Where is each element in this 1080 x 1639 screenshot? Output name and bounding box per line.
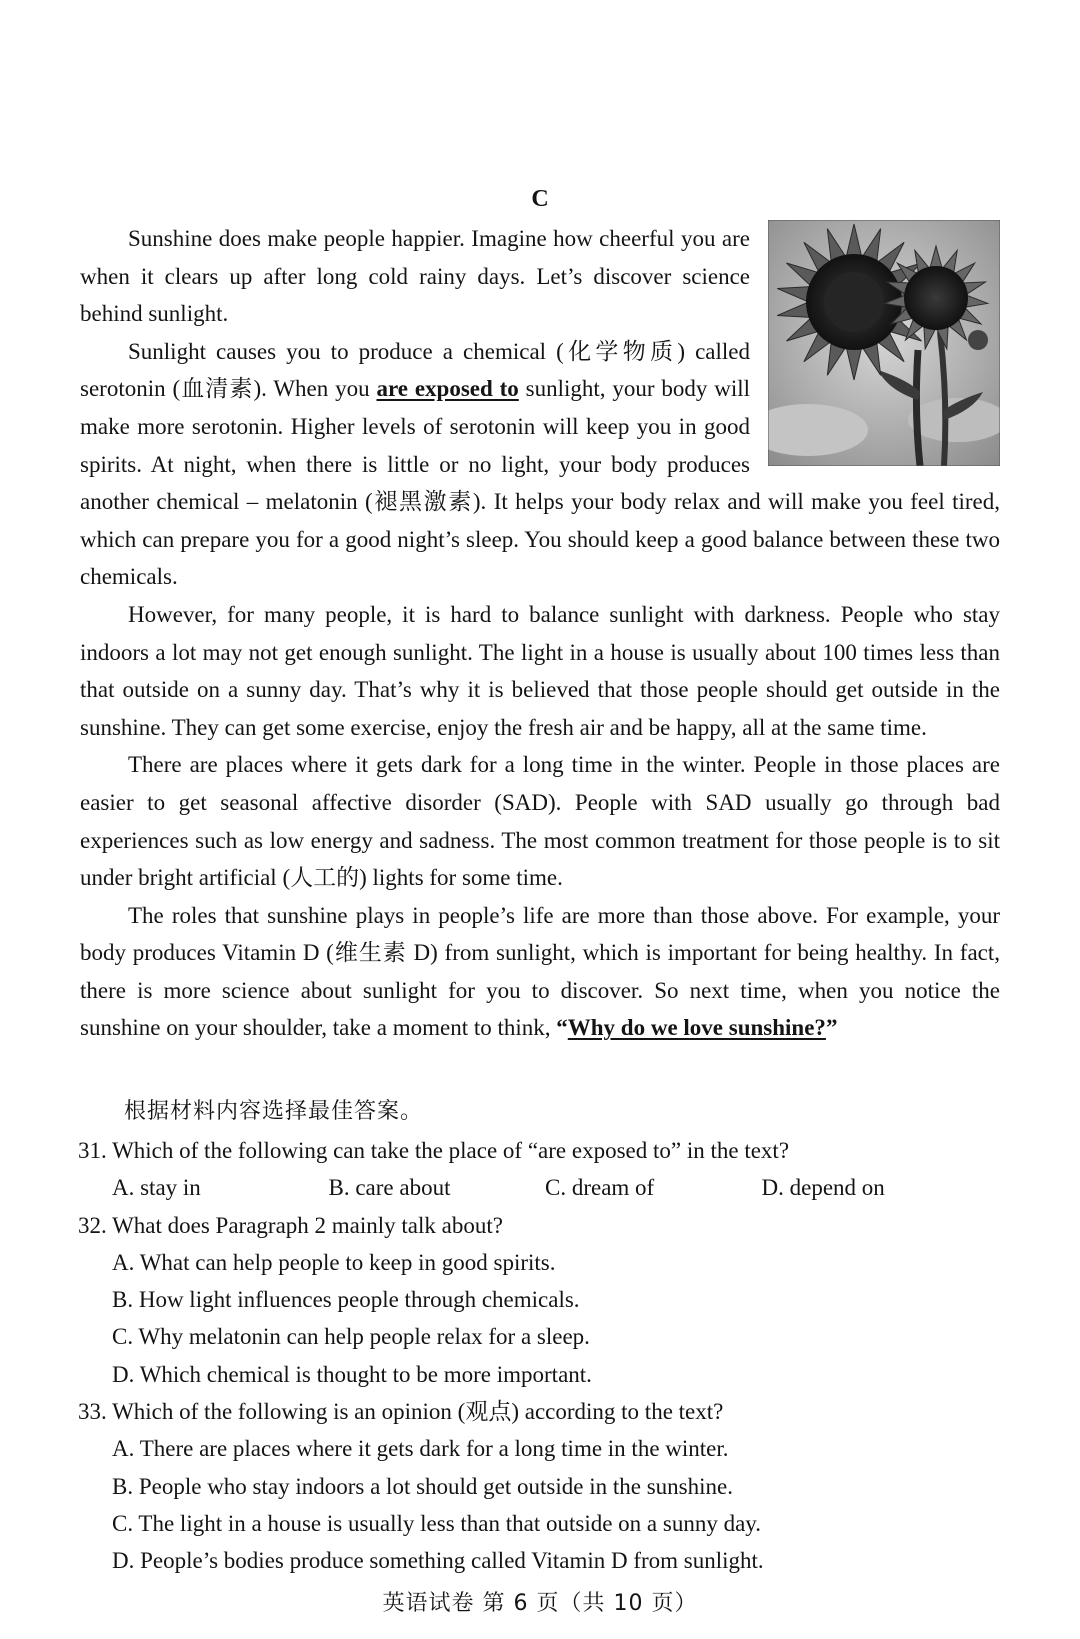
page-footer: 英语试卷 第 6 页（共 10 页） [382, 1591, 698, 1616]
option-d: D. Which chemical is thought to be more important. [112, 1361, 592, 1387]
sunflower-photo [768, 220, 1000, 466]
open-quote: “ [556, 1015, 568, 1041]
sunflower-icon [768, 220, 1000, 466]
close-quote: ” [825, 1015, 838, 1041]
paragraph-3 [80, 596, 1000, 746]
option-b: B. People who stay indoors a lot should get outside in the sunshine. [112, 1473, 733, 1499]
paragraph-1-text: Sunshine does make people happier. Imagine how cheerful you are when it clears up after long cold rainy days. Let’s discover science behind sunlight. [80, 226, 750, 327]
paragraph-4-text: There are places where it gets dark for a long time in the winter. People in those places are easier to get seasonal affective disorder (SAD). People with SAD usually go through bad experiences such as low energy and sadness. The most common treatment for those people is to sit under bright artificial (人工的) lights for some time. [80, 752, 1000, 891]
underlined-phrase: are exposed to [376, 376, 519, 402]
question-32 [78, 1207, 978, 1393]
option-c: C. The light in a house is usually less than that outside on a sunny day. [112, 1510, 762, 1536]
option-a: A. What can help people to keep in good spirits. [112, 1249, 556, 1275]
paragraph-5 [80, 897, 1000, 1047]
option-a: A. stay in [112, 1175, 201, 1201]
reading-passage [80, 220, 1000, 1047]
question-list [78, 1132, 978, 1580]
highlighted-question: Why do we love sunshine? [567, 1015, 826, 1041]
option-d: D. depend on [761, 1175, 885, 1201]
option-c: C. dream of [545, 1175, 655, 1201]
question-33 [78, 1393, 978, 1579]
option-d: D. People’s bodies produce something called Vitamin D from sunlight. [112, 1548, 764, 1574]
paragraph-3-text: However, for many people, it is hard to balance sunlight with darkness. People who stay indoors a lot may not get enough sunlight. The light in a house is usually about 100 times less than that outside on a sunny day. That’s why it is believed that those people should get outside in the sunshine. They can get some exercise, enjoy the fresh air and be happy, all at the same time. [80, 601, 1000, 740]
paragraph-2-text-a: Sunlight causes you to produce a chemical (化学物质) called serotonin (血清素). When you [80, 338, 750, 402]
option-row [78, 1169, 978, 1206]
option-b: B. care about [328, 1175, 451, 1201]
option-a: A. There are places where it gets dark for a long time in the winter. [112, 1436, 729, 1462]
instruction: 根据材料内容选择最佳答案。 [124, 1099, 424, 1124]
paragraph-4 [80, 746, 1000, 896]
question-stem: 31. Which of the following can take the place of “are exposed to” in the text? [78, 1138, 790, 1163]
section-label: C [531, 186, 549, 212]
paragraph-2-text-b: sunlight, your body will make more serotonin. Higher levels of serotonin will keep you in good spirits. At night, when there is little or no light, your body produces another chemical – melatonin (褪黑激素). It helps your body relax and will make you feel tired, which can prepare you for a good night’s sleep. You should keep a good balance between these two chemicals. [80, 376, 1000, 590]
question-stem: 32. What does Paragraph 2 mainly talk about? [78, 1212, 503, 1238]
option-b: B. How light influences people through chemicals. [112, 1287, 580, 1313]
option-c: C. Why melatonin can help people relax for a sleep. [112, 1324, 590, 1350]
paragraph-5-text: The roles that sunshine plays in people’s life are more than those above. For example, your body produces Vitamin D (维生素 D) from sunlight, which is important for being healthy. In fact, there is more science about sunlight for you to discover. So next time, when you notice the sunshine on your shoulder, take a moment to think, [80, 902, 1000, 1041]
question-31 [78, 1132, 978, 1207]
question-stem: 33. Which of the following is an opinion (观点) according to the text? [78, 1399, 724, 1425]
